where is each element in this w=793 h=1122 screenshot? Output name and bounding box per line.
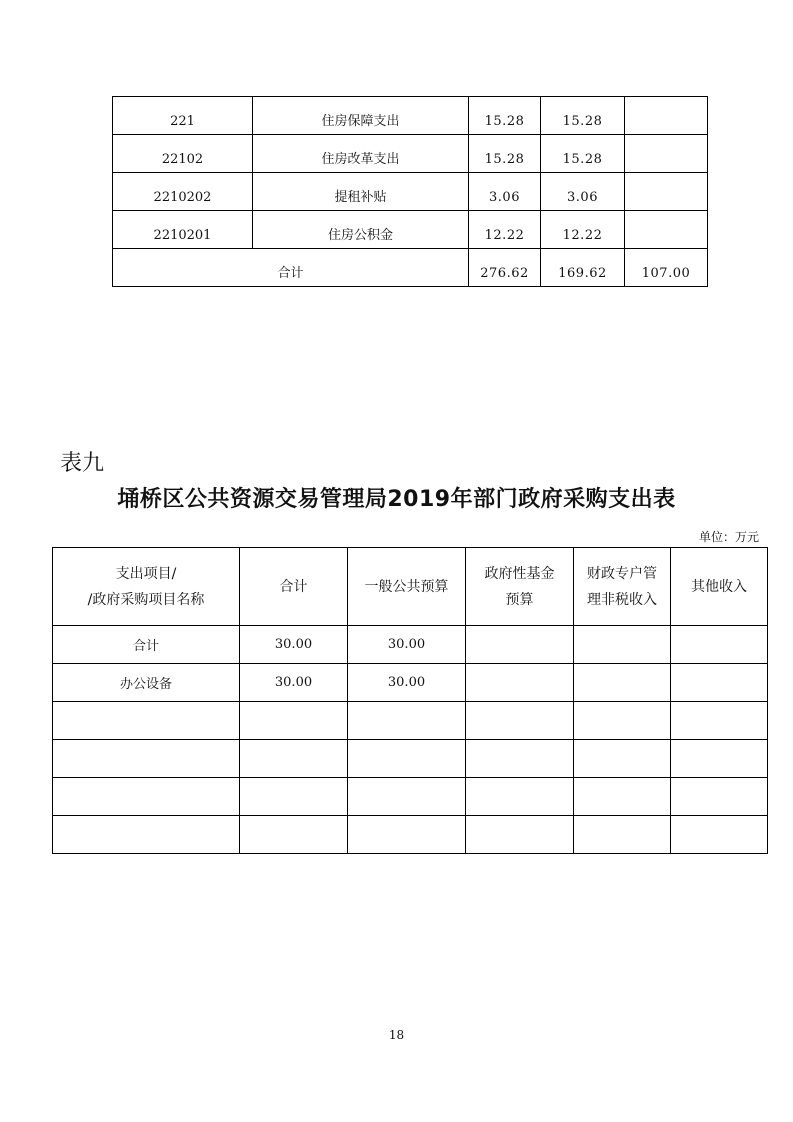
unit-label: 单位：万元 (698, 530, 759, 544)
code-cell: 2210202 (113, 173, 253, 211)
fund-cell (466, 626, 574, 664)
table-row (113, 173, 708, 211)
basic-cell: 3.06 (541, 173, 625, 211)
other-cell (671, 740, 768, 778)
table-row (113, 97, 708, 135)
header-general: 一般公共预算 (348, 548, 466, 626)
item-cell: 合计 (53, 626, 240, 664)
total-cell: 3.06 (469, 173, 541, 211)
item-cell: 办公设备 (53, 664, 240, 702)
special-cell (574, 702, 671, 740)
total-cell: 30.00 (240, 664, 348, 702)
name-cell: 提租补贴 (253, 173, 469, 211)
header-special-line1: 财政专户管 (587, 565, 657, 582)
special-cell (574, 740, 671, 778)
special-cell (574, 664, 671, 702)
basic-cell: 12.22 (541, 211, 625, 249)
page-title: 埇桥区公共资源交易管理局2019年部门政府采购支出表 (117, 487, 676, 512)
table-number-label: 表九 (60, 451, 105, 476)
other-cell (671, 816, 768, 854)
total-cell (240, 778, 348, 816)
item-cell (53, 740, 240, 778)
total-label: 合计 (113, 249, 469, 287)
other-cell (671, 664, 768, 702)
special-cell (574, 626, 671, 664)
fund-cell (466, 778, 574, 816)
name-cell: 住房公积金 (253, 211, 469, 249)
other-cell (671, 778, 768, 816)
header-item-line1: 支出项目/ (115, 565, 177, 582)
other-cell (671, 626, 768, 664)
header-fund (466, 548, 574, 626)
total-cell: 15.28 (469, 135, 541, 173)
general-cell (348, 740, 466, 778)
basic-cell: 15.28 (541, 97, 625, 135)
total-cell (240, 740, 348, 778)
table-row (53, 816, 768, 854)
item-cell (53, 816, 240, 854)
fund-cell (466, 664, 574, 702)
header-other: 其他收入 (671, 548, 768, 626)
fund-cell (466, 816, 574, 854)
general-cell: 30.00 (348, 664, 466, 702)
header-special (574, 548, 671, 626)
page-number: 18 (388, 1028, 405, 1042)
general-cell (348, 702, 466, 740)
table-row (53, 626, 768, 664)
code-cell: 22102 (113, 135, 253, 173)
fund-cell (466, 740, 574, 778)
table-row (113, 135, 708, 173)
basic-cell: 169.62 (541, 249, 625, 287)
table-row (53, 702, 768, 740)
table-row (53, 664, 768, 702)
general-cell (348, 778, 466, 816)
total-cell: 15.28 (469, 97, 541, 135)
item-cell (53, 702, 240, 740)
table-row (53, 740, 768, 778)
code-cell: 2210201 (113, 211, 253, 249)
basic-cell: 15.28 (541, 135, 625, 173)
name-cell: 住房保障支出 (253, 97, 469, 135)
expenditure-continuation-table (112, 96, 708, 287)
other-cell (671, 702, 768, 740)
table-header-row (53, 548, 768, 626)
project-cell (625, 211, 708, 249)
total-row (113, 249, 708, 287)
header-item-line2: /政府采购项目名称 (87, 591, 205, 608)
project-cell (625, 173, 708, 211)
total-cell (240, 702, 348, 740)
header-item (53, 548, 240, 626)
item-cell (53, 778, 240, 816)
special-cell (574, 816, 671, 854)
total-cell: 30.00 (240, 626, 348, 664)
special-cell (574, 778, 671, 816)
header-total: 合计 (240, 548, 348, 626)
header-fund-line2: 预算 (505, 591, 534, 608)
total-cell: 12.22 (469, 211, 541, 249)
header-fund-line1: 政府性基金 (484, 565, 555, 582)
project-cell (625, 135, 708, 173)
general-cell: 30.00 (348, 626, 466, 664)
code-cell: 221 (113, 97, 253, 135)
general-cell (348, 816, 466, 854)
project-cell (625, 97, 708, 135)
name-cell: 住房改革支出 (253, 135, 469, 173)
table-row (113, 211, 708, 249)
project-cell: 107.00 (625, 249, 708, 287)
table-row (53, 778, 768, 816)
fund-cell (466, 702, 574, 740)
header-special-line2: 理非税收入 (587, 591, 657, 608)
total-cell (240, 816, 348, 854)
procurement-table (52, 547, 768, 854)
total-cell: 276.62 (469, 249, 541, 287)
